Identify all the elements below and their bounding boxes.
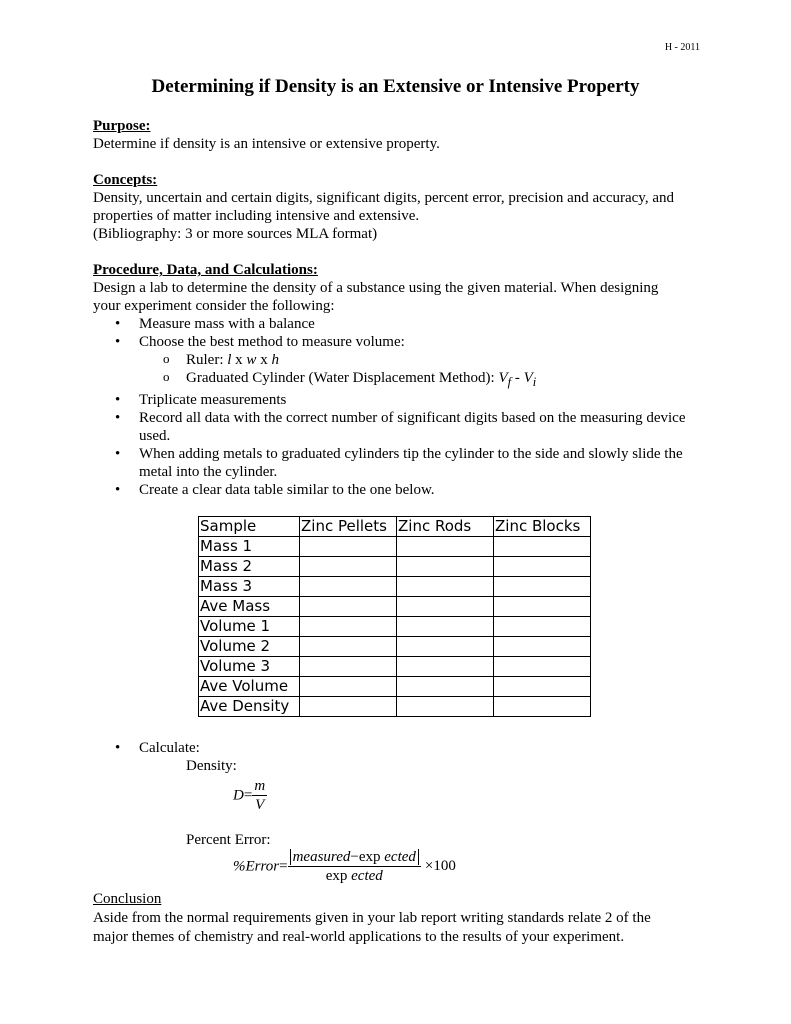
cylinder-i: i xyxy=(532,375,537,389)
table-header-row xyxy=(199,517,591,537)
density-lhs: D xyxy=(233,787,244,804)
page-id: H - 2011 xyxy=(664,42,700,53)
percent-error-formula xyxy=(233,849,456,885)
table-row xyxy=(199,577,591,597)
table-row xyxy=(199,537,591,557)
table-cell xyxy=(494,557,591,577)
ruler-h: h xyxy=(271,352,279,368)
pe-ected: ected xyxy=(384,849,416,865)
table-cell xyxy=(300,597,397,617)
table-cell xyxy=(300,577,397,597)
conclusion-section xyxy=(93,890,713,947)
list-item: • Create a clear data table similar to the one below. xyxy=(93,481,713,499)
table-row xyxy=(199,597,591,617)
calculate-section xyxy=(93,739,713,775)
ruler-w: w xyxy=(246,352,257,368)
percent-error-label: Percent Error: xyxy=(186,832,271,848)
table-cell xyxy=(397,677,494,697)
table-cell xyxy=(397,637,494,657)
table-cell xyxy=(494,597,591,617)
table-cell xyxy=(397,657,494,677)
row-label: Mass 3 xyxy=(199,577,300,597)
conclusion-heading: Conclusion xyxy=(93,891,162,907)
calculate-bullet: • Calculate: xyxy=(93,739,713,757)
table-header-cell: Zinc Blocks xyxy=(494,517,591,537)
list-item-text: Choose the best method to measure volume: xyxy=(139,334,405,350)
table-row xyxy=(199,637,591,657)
list-item xyxy=(93,333,713,391)
cylinder-f: f xyxy=(507,375,512,389)
row-label: Ave Volume xyxy=(199,677,300,697)
row-label: Mass 1 xyxy=(199,537,300,557)
list-item: • Triplicate measurements xyxy=(93,391,713,409)
page-title: Determining if Density is an Extensive or Intensive Property xyxy=(151,76,640,97)
table-row xyxy=(199,557,591,577)
data-table xyxy=(198,516,591,717)
row-label: Volume 1 xyxy=(199,617,300,637)
cylinder-minus: - xyxy=(514,370,520,386)
cylinder-label: Graduated Cylinder (Water Displacement Method): xyxy=(186,370,495,386)
pe-numerator xyxy=(288,849,421,867)
table-cell xyxy=(300,657,397,677)
table-cell xyxy=(494,677,591,697)
cylinder-v: V xyxy=(523,370,533,386)
pe-exp: exp xyxy=(358,849,381,865)
conclusion-line-1: Aside from the normal requirements given in your lab report writing standards relate 2 of the xyxy=(93,910,651,926)
procedure-heading: Procedure, Data, and Calculations: xyxy=(93,262,318,278)
table-cell xyxy=(300,557,397,577)
ruler-l: l xyxy=(227,352,232,368)
pe-measured: measured xyxy=(292,849,351,865)
table-header-cell: Sample xyxy=(199,517,300,537)
list-item: • When adding metals to graduated cylinders tip the cylinder to the side and slowly slide the metal into the cylinder. xyxy=(93,445,713,481)
row-label: Ave Mass xyxy=(199,597,300,617)
table-cell xyxy=(397,537,494,557)
table-header-cell: Zinc Pellets xyxy=(300,517,397,537)
row-label: Ave Density xyxy=(199,697,300,717)
pe-lhs: %Error xyxy=(233,858,280,875)
procedure-list xyxy=(93,315,713,499)
density-fraction xyxy=(252,778,267,814)
procedure-line-1: Design a lab to determine the density of a substance using the given material. When designing xyxy=(93,280,659,296)
table-cell xyxy=(300,537,397,557)
table-cell xyxy=(397,597,494,617)
list-item: • Measure mass with a balance xyxy=(93,315,713,333)
row-label: Volume 2 xyxy=(199,637,300,657)
table-header-cell: Zinc Rods xyxy=(397,517,494,537)
table-cell xyxy=(397,617,494,637)
pe-fraction xyxy=(288,849,421,885)
table-cell xyxy=(494,637,591,657)
purpose-heading: Purpose: xyxy=(93,118,151,134)
table-row xyxy=(199,677,591,697)
body-content xyxy=(93,117,713,499)
row-label: Mass 2 xyxy=(199,557,300,577)
concepts-heading: Concepts: xyxy=(93,172,158,188)
pe-exp: exp xyxy=(325,868,348,884)
ruler-x: x xyxy=(260,352,268,368)
table-cell xyxy=(300,677,397,697)
table-row xyxy=(199,697,591,717)
sub-item-cylinder xyxy=(93,369,713,391)
concepts-line-1: Density, uncertain and certain digits, significant digits, percent error, precision and accuracy, and xyxy=(93,190,674,206)
table-cell xyxy=(397,577,494,597)
equals-sign: = xyxy=(279,858,288,875)
table-cell xyxy=(300,697,397,717)
row-label: Volume 3 xyxy=(199,657,300,677)
table-cell xyxy=(397,697,494,717)
cylinder-v: V xyxy=(498,370,508,386)
ruler-label: Ruler: xyxy=(186,352,224,368)
pe-denominator xyxy=(288,867,421,885)
purpose-text: Determine if density is an intensive or extensive property. xyxy=(93,136,440,152)
pe-minus: − xyxy=(350,849,359,865)
density-denominator: V xyxy=(255,797,265,813)
table-row xyxy=(199,617,591,637)
sub-item-ruler xyxy=(93,351,713,369)
volume-methods-list xyxy=(93,351,713,391)
density-formula xyxy=(233,778,267,814)
pe-times-100: ×100 xyxy=(424,858,456,875)
table-cell xyxy=(300,617,397,637)
concepts-line-2: properties of matter including intensive and extensive. xyxy=(93,208,420,224)
density-label: Density: xyxy=(186,758,237,774)
table-cell xyxy=(494,537,591,557)
table-cell xyxy=(494,577,591,597)
density-numerator: m xyxy=(254,778,266,794)
table-cell xyxy=(300,637,397,657)
concepts-line-3: (Bibliography: 3 or more sources MLA format) xyxy=(93,226,378,242)
table-cell xyxy=(494,697,591,717)
equals-sign: = xyxy=(243,787,253,804)
ruler-x: x xyxy=(235,352,243,368)
list-item: • Record all data with the correct number of significant digits based on the measuring device used. xyxy=(93,409,713,445)
table-cell xyxy=(494,657,591,677)
table-cell xyxy=(494,617,591,637)
table-cell xyxy=(397,557,494,577)
procedure-line-2: your experiment consider the following: xyxy=(93,298,335,314)
pe-ected: ected xyxy=(351,868,383,884)
table-row xyxy=(199,657,591,677)
conclusion-line-2: major themes of chemistry and real-world applications to the results of your experiment. xyxy=(93,929,625,945)
